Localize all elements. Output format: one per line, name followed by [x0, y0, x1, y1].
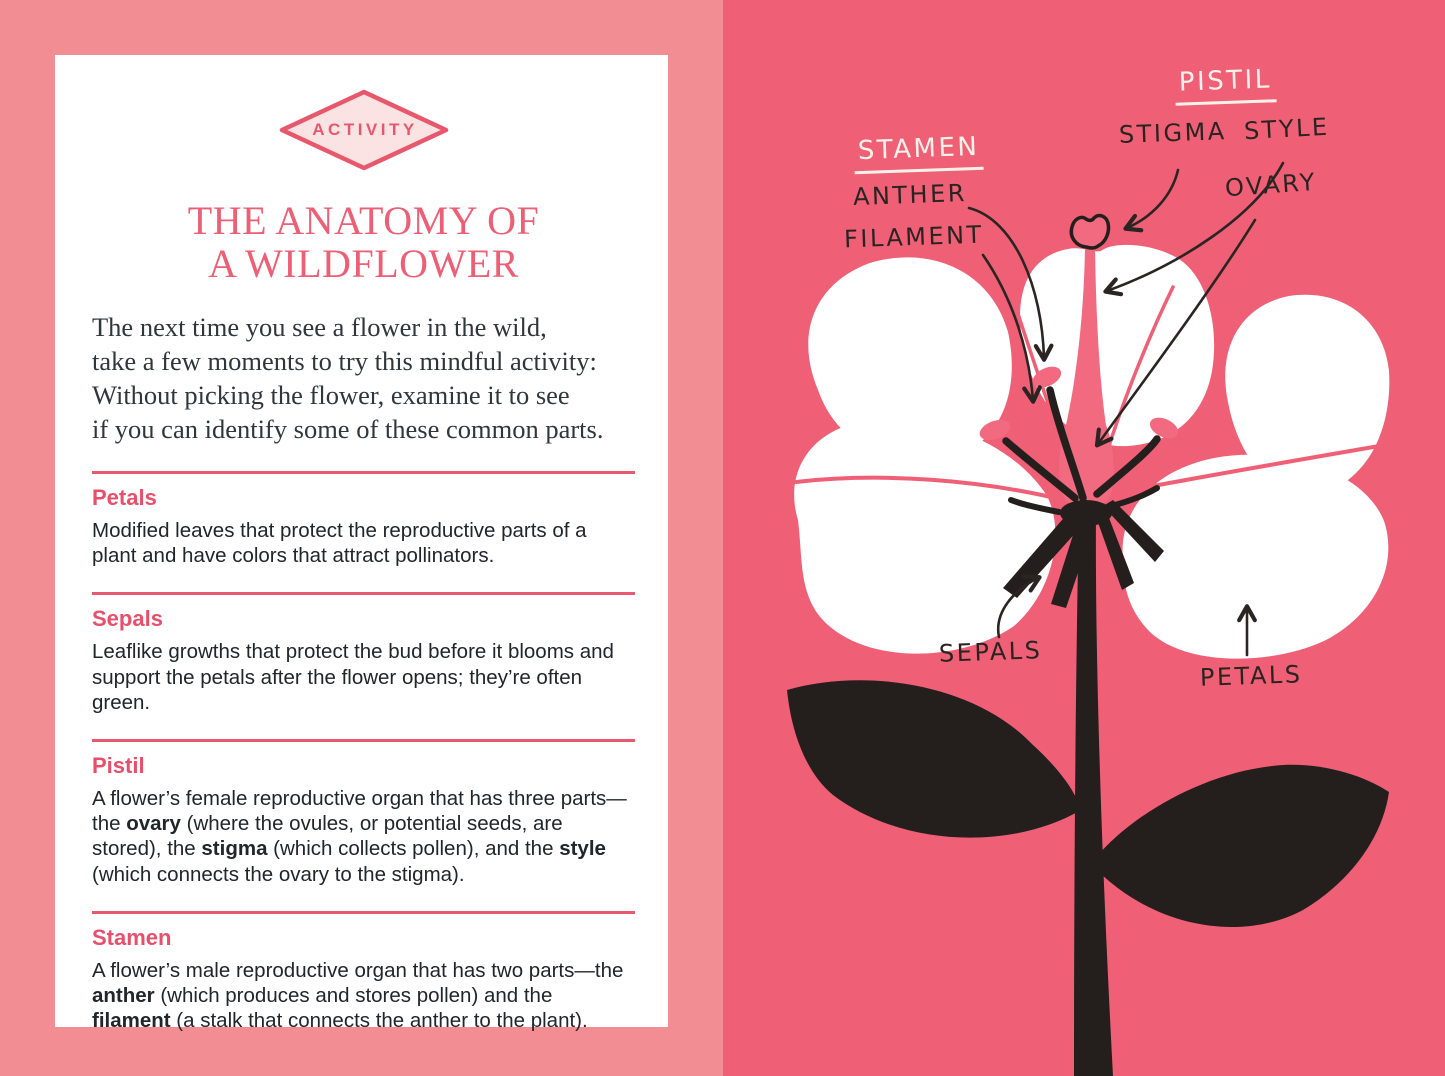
label-anther: ANTHER [852, 179, 968, 211]
intro-line: take a few moments to try this mindful activity: [92, 346, 597, 377]
section-heading: Sepals [92, 606, 163, 632]
label-sepals: SEPALS [938, 636, 1043, 668]
section-divider [92, 911, 635, 914]
label-ovary: OVARY [1224, 167, 1318, 203]
section-body: A flower’s male reproductive organ that has two parts—the anther (which produces and stores pollen) and the filament (a stalk that connects the anther to the plant). [92, 958, 624, 1033]
label-pistil: PISTIL [1174, 64, 1276, 105]
definition-section [92, 911, 635, 1034]
page-title-line-2: A WILDFLOWER [208, 241, 519, 287]
section-body: Leaflike growths that protect the bud before it blooms and support the petals after the flower opens; they’re often green. [92, 640, 614, 714]
intro-line: The next time you see a flower in the wild, [92, 312, 547, 343]
wildflower-illustration [723, 0, 1445, 1076]
definition-section [92, 739, 635, 887]
label-stamen: STAMEN [853, 132, 984, 174]
page-title [92, 199, 635, 285]
badge-label: ACTIVITY [312, 120, 418, 139]
intro-line: Without picking the flower, examine it to see [92, 380, 570, 411]
label-filament: FILAMENT [843, 220, 985, 254]
activity-badge [278, 89, 450, 171]
leaf-left [787, 680, 1081, 837]
section-divider [92, 739, 635, 742]
label-petals: PETALS [1199, 660, 1303, 692]
definition-sections [92, 471, 635, 1033]
badge-wrap [92, 89, 635, 171]
activity-card [55, 55, 668, 1033]
section-divider [92, 471, 635, 474]
definition-section [92, 471, 635, 568]
section-heading: Pistil [92, 753, 145, 779]
section-heading: Stamen [92, 924, 172, 950]
label-stigma: STIGMA [1118, 117, 1228, 149]
intro-paragraph [92, 311, 635, 447]
section-heading: Petals [92, 485, 157, 510]
section-body: A flower’s female reproductive organ that has three parts—the ovary (where the ovules, or potential seeds, are stored), the stigma (which collects pollen), and the style (which connects the ovary to the stigma). [92, 787, 627, 886]
page-title-line-1: THE ANATOMY OF [187, 198, 540, 243]
stem [1074, 512, 1113, 1076]
intro-line: if you can identify some of these common parts. [92, 414, 604, 445]
leaf-right [1091, 765, 1389, 927]
stigma-knob [1071, 216, 1108, 248]
section-divider [92, 592, 635, 595]
right-page [723, 0, 1445, 1076]
stigma-arrow [1127, 170, 1178, 228]
definition-section [92, 592, 635, 715]
section-body: Modified leaves that protect the reproductive parts of a plant and have colors that attract pollinators. [92, 519, 587, 568]
label-style: STYLE [1243, 112, 1331, 146]
